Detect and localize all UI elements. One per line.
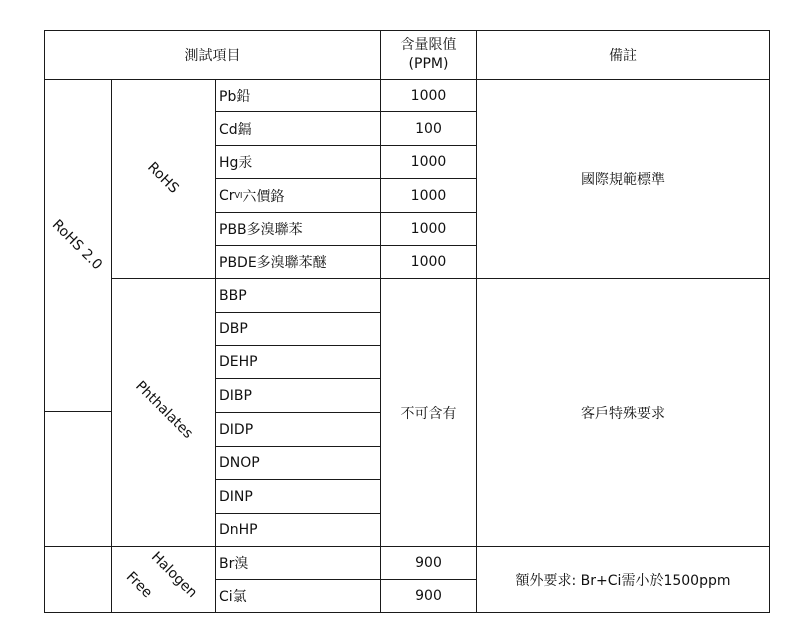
- rohs-limit-cr6: 1000: [410, 187, 447, 204]
- cr6-suffix: 六價鉻: [242, 188, 285, 205]
- group-label-rohs: RoHS: [144, 159, 182, 197]
- group-label-halogen: Halogen: [147, 548, 201, 602]
- group-label-rohs-2-0: RoHS 2.0: [48, 216, 106, 274]
- halogen-remark: 額外要求: Br+Ci需小於1500ppm: [515, 572, 731, 589]
- rohs-limit-hg: 1000: [410, 154, 447, 170]
- phthalate-item: BBP: [219, 287, 247, 304]
- phthalate-item: DNOP: [219, 455, 260, 471]
- phthalate-item: DINP: [219, 488, 253, 505]
- table-border-left: [44, 30, 45, 613]
- halogen-limit-ci: 900: [415, 588, 442, 604]
- phthalate-item: DIDP: [219, 421, 254, 438]
- header-limit: [381, 31, 476, 79]
- header-test-item-label: 測試項目: [184, 48, 241, 64]
- column-a-divider: [44, 411, 111, 412]
- header-remark-label: 備註: [609, 48, 637, 64]
- halogen-item-ci: Ci氯: [219, 589, 247, 605]
- table-border-bottom: [44, 612, 770, 613]
- halogen-limit-br: 900: [415, 555, 442, 571]
- rohs-item-pbb: PBB多溴聯苯: [219, 222, 303, 238]
- rohs-remark: 國際規範標準: [581, 172, 665, 188]
- rohs-item-cd: Cd鎘: [219, 121, 252, 138]
- phthalate-item: DnHP: [219, 522, 258, 538]
- header-limit-line2: (PPM): [408, 56, 449, 72]
- rohs-item-cr6: Cr VI 六價鉻: [219, 187, 285, 205]
- rohs-limit-pbde: 1000: [410, 254, 447, 270]
- rohs-item-pbde: PBDE多溴聯苯醚: [219, 255, 327, 271]
- rohs-limit-pb: 1000: [410, 87, 447, 104]
- header-remark: [477, 31, 769, 79]
- rohs-item-pb: Pb鉛: [219, 88, 251, 105]
- header-limit-line1: 含量限值: [400, 37, 457, 53]
- phthalate-remark: 客戶特殊要求: [581, 405, 665, 422]
- phthalate-item: DIBP: [219, 387, 252, 404]
- cr6-prefix: Cr: [219, 187, 235, 204]
- rohs-limit-pbb: 1000: [410, 221, 447, 237]
- halogen-item-br: Br溴: [219, 556, 249, 572]
- column-divider: [111, 79, 112, 613]
- phthalate-limit: 不可含有: [400, 405, 457, 422]
- group-label-phthalates: Phthalates: [132, 378, 196, 442]
- group-label-free: Free: [122, 568, 156, 602]
- phthalate-item: DEHP: [219, 354, 258, 370]
- header-test-item: [45, 31, 380, 79]
- table-border-right: [769, 30, 770, 613]
- rohs-limit-cd: 100: [415, 120, 442, 137]
- phthalate-item: DBP: [219, 321, 248, 337]
- rohs-item-hg: Hg汞: [219, 155, 253, 171]
